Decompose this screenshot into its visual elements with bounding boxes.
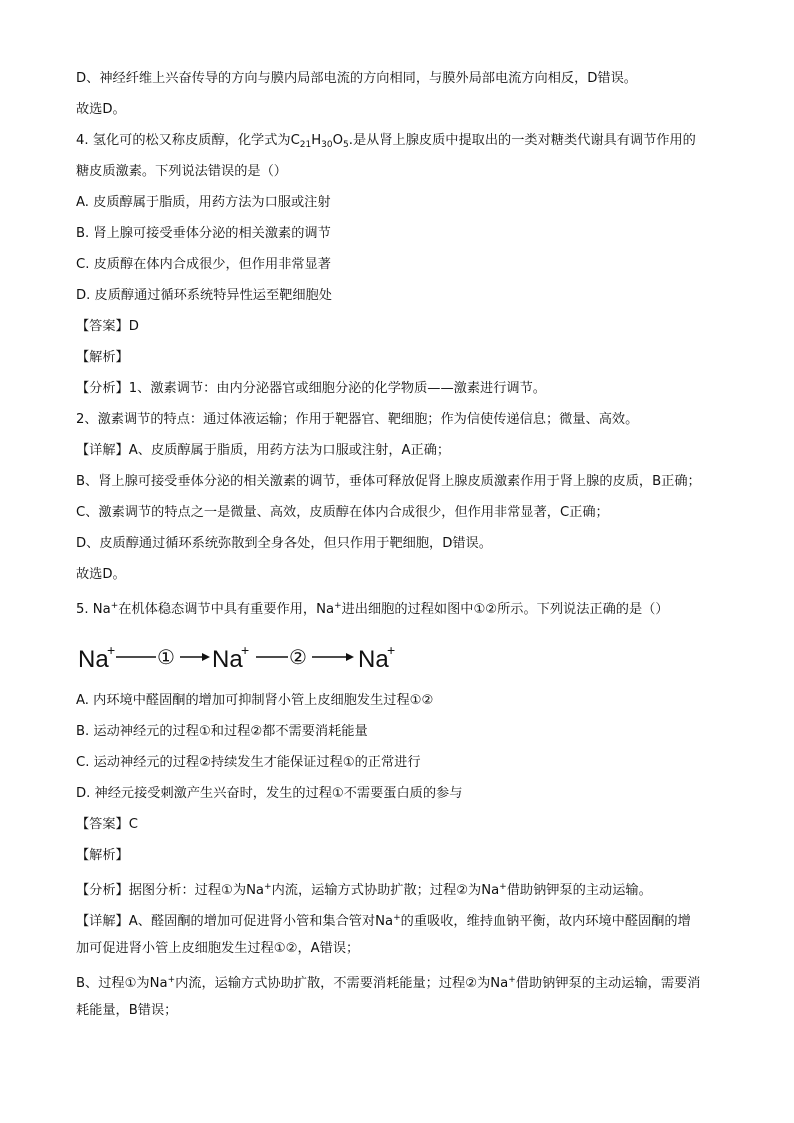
step-2-label: ② (289, 647, 307, 669)
detail-line: C、激素调节的特点之一是微量、高效，皮质醇在体内合成很少，但作用非常显著，C正确； (76, 505, 609, 520)
na-left-label: Na (78, 646, 109, 673)
text-span: 内流，运输方式协助扩散，不需要消耗能量；过程②为Na (175, 976, 509, 991)
text-span: 4. 氢化可的松又称皮质醇，化学式为C (76, 133, 300, 148)
analysis-line (76, 878, 652, 900)
text-span: 的重吸收，维持血钠平衡，故内环境中醛固酮的增 (400, 914, 691, 929)
option-b: B. 肾上腺可接受垂体分泌的相关激素的调节 (76, 226, 331, 241)
na-middle-label: Na (212, 646, 243, 673)
text-span: B、过程①为Na (76, 976, 168, 991)
text-span: 在机体稳态调节中具有重要作用，Na (118, 602, 335, 617)
superscript: + (334, 601, 342, 611)
superscript: + (393, 913, 401, 923)
option-c: C. 皮质醇在体内合成很少，但作用非常显著 (76, 257, 331, 272)
detail-line: B、肾上腺可接受垂体分泌的相关激素的调节，垂体可释放促肾上腺皮质激素作用于肾上腺的皮质，B正确； (76, 474, 701, 489)
text-span: 【详解】A、醛固酮的增加可促进肾小管和集合管对Na (76, 914, 394, 929)
analysis-heading: 【解析】 (76, 848, 129, 863)
subscript: 30 (321, 140, 333, 150)
detail-line: D、皮质醇通过循环系统弥散到全身各处，但只作用于靶细胞，D错误。 (76, 536, 492, 551)
arrow-head-icon (202, 653, 210, 661)
na-left-charge: + (107, 642, 116, 658)
question-4-stem-cont: 糖皮质激素。下列说法错误的是（） (76, 164, 287, 179)
text-span: 借助钠钾泵的主动运输。 (506, 883, 652, 898)
option-b: B. 运动神经元的过程①和过程②都不需要消耗能量 (76, 724, 368, 739)
superscript: + (167, 975, 176, 985)
analysis-heading: 【解析】 (76, 350, 129, 365)
option-a: A. 内环境中醛固酮的增加可抑制肾小管上皮细胞发生过程①② (76, 693, 434, 708)
text-line: 故选D。 (76, 567, 126, 582)
option-d: D. 神经元接受刺激产生兴奋时，发生的过程①不需要蛋白质的参与 (76, 786, 463, 801)
analysis-line: 【分析】1、激素调节：由内分泌器官或细胞分泌的化学物质——激素进行调节。 (76, 381, 546, 396)
subscript: 21 (299, 140, 312, 150)
na-right-charge: + (387, 642, 396, 658)
na-middle-charge: + (241, 642, 250, 658)
answer: 【答案】D (76, 319, 139, 334)
answer: 【答案】C (76, 817, 138, 832)
detail-line: 【详解】A、皮质醇属于脂质，用药方法为口服或注射，A正确； (76, 443, 451, 458)
option-c: C. 运动神经元的过程②持续发生才能保证过程①的正常进行 (76, 755, 421, 770)
superscript: + (508, 975, 516, 985)
text-span: O (332, 133, 344, 148)
detail-line: 耗能量，B错误； (76, 1003, 178, 1018)
option-a: A. 皮质醇属于脂质，用药方法为口服或注射 (76, 195, 331, 210)
step-1-label: ① (157, 647, 175, 669)
sodium-transport-diagram (76, 640, 416, 676)
superscript: + (110, 601, 119, 611)
detail-line (76, 909, 691, 931)
text-line: 故选D。 (76, 102, 126, 117)
text-span: H (311, 133, 322, 148)
option-d: D. 皮质醇通过循环系统特异性运至靶细胞处 (76, 288, 332, 303)
text-span: 内流，运输方式协助扩散；过程②为Na (271, 883, 500, 898)
text-span: 进出细胞的过程如图中①②所示。下列说法正确的是（） (341, 602, 669, 617)
question-4-stem (76, 132, 696, 154)
detail-line: 加可促进肾小管上皮细胞发生过程①②，A错误； (76, 941, 360, 956)
arrow-head-icon (346, 653, 354, 661)
analysis-line: 2、激素调节的特点：通过体液运输；作用于靶器官、靶细胞；作为信使传递信息；微量、高效。 (76, 412, 639, 427)
subscript: 5 (343, 140, 349, 150)
superscript: + (499, 882, 507, 892)
question-5-stem (76, 597, 669, 619)
text-line: D、神经纤维上兴奋传导的方向与膜内局部电流的方向相同，与膜外局部电流方向相反，D错误。 (76, 71, 637, 86)
detail-line (76, 971, 700, 993)
text-span: 借助钠钾泵的主动运输，需要消 (515, 976, 701, 991)
na-right-label: Na (358, 646, 389, 673)
superscript: + (264, 882, 272, 892)
text-span: 5. Na (76, 602, 111, 617)
text-span: .是从肾上腺皮质中提取出的一类对糖类代谢具有调节作用的 (348, 133, 696, 148)
text-span: 【分析】据图分析：过程①为Na (76, 883, 265, 898)
